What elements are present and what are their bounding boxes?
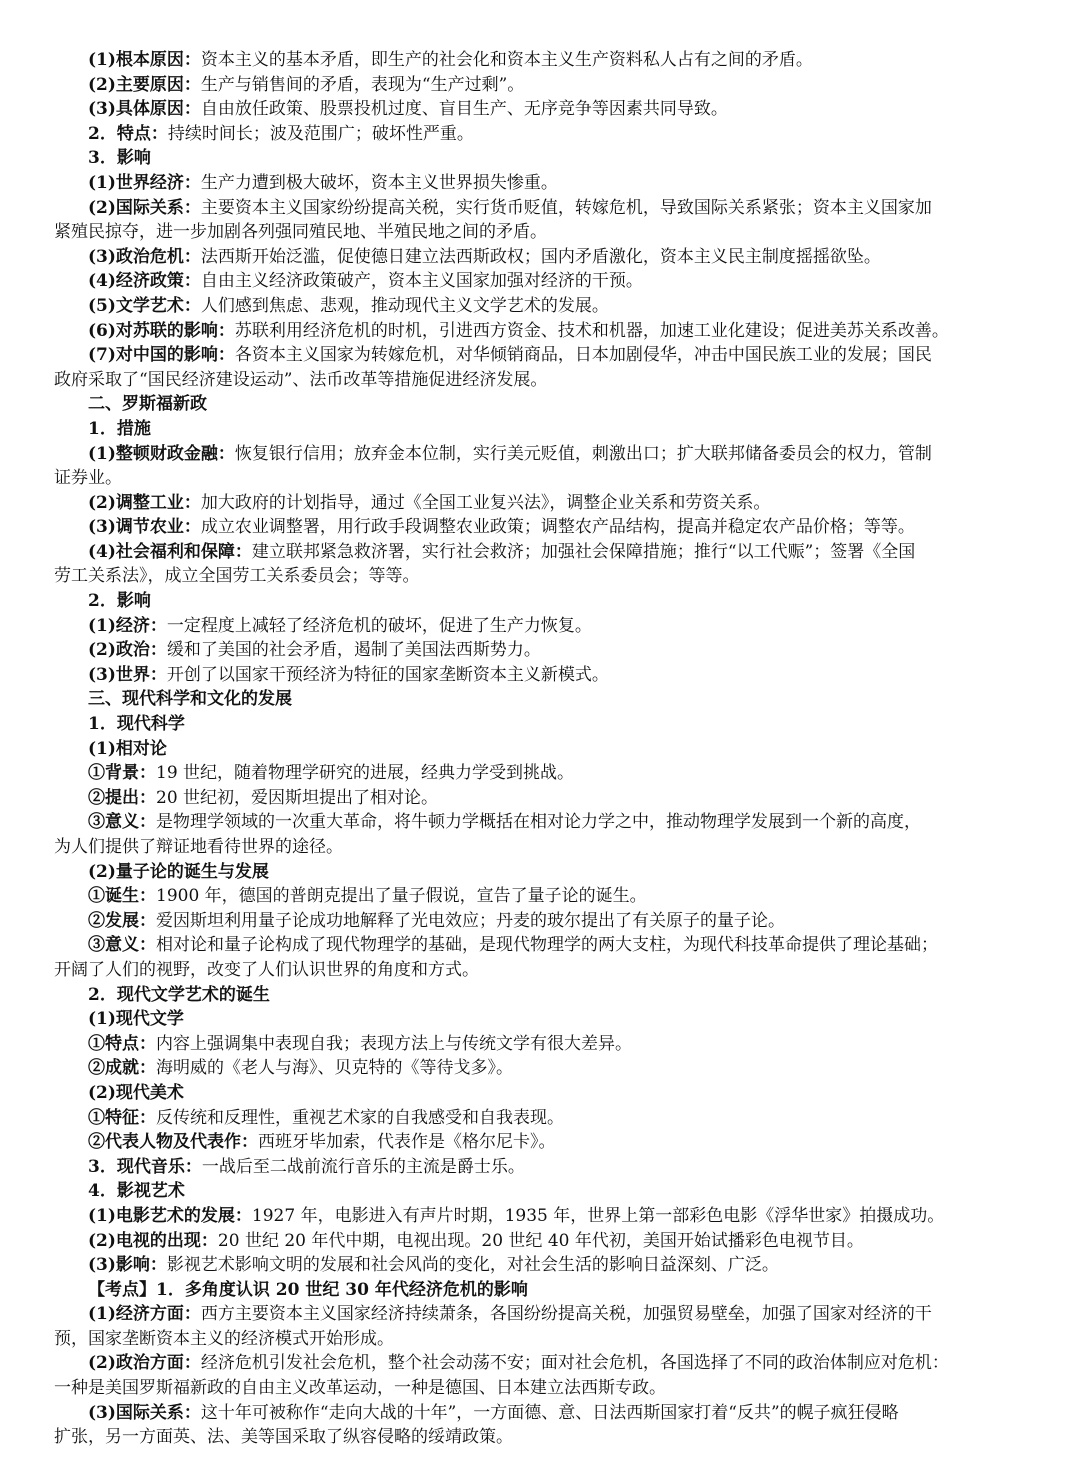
line-label: (3)世界： — [88, 664, 167, 685]
text-line — [54, 1376, 1030, 1401]
text-line — [54, 466, 1030, 491]
text-line — [54, 860, 1030, 885]
line-label: 二、罗斯福新政 — [88, 394, 207, 415]
line-label: ①诞生： — [88, 886, 156, 907]
text-line — [54, 540, 1030, 565]
line-text: 西班牙毕加索，代表作是《格尔尼卡》。 — [258, 1132, 556, 1153]
text-line — [54, 220, 1030, 245]
text-line — [54, 663, 1030, 688]
line-label: (2)政治方面： — [88, 1353, 201, 1374]
line-text: 扩张，另一方面英、法、美等国采取了纵容侵略的绥靖政策。 — [54, 1427, 513, 1448]
line-text: 一战后至二战前流行音乐的主流是爵士乐。 — [201, 1156, 525, 1177]
line-label: 2．现代文学艺术的诞生 — [88, 984, 270, 1005]
line-text: 一定程度上减轻了经济危机的破坏，促进了生产力恢复。 — [166, 615, 592, 636]
line-label: 2．影响 — [88, 591, 151, 612]
line-label: (2)政治： — [88, 640, 167, 661]
line-text: 生产与销售间的矛盾，表现为“生产过剩”。 — [200, 74, 525, 95]
text-line — [54, 343, 1030, 368]
text-line — [54, 1032, 1030, 1057]
line-label: 3．现代音乐： — [88, 1156, 202, 1177]
text-line — [54, 1351, 1030, 1376]
text-line — [54, 417, 1030, 442]
line-text: 自由主义经济政策破产，资本主义国家加强对经济的干预。 — [200, 271, 643, 292]
text-line — [54, 491, 1030, 516]
line-text: 自由放任政策、股票投机过度、盲目生产、无序竞争等因素共同导致。 — [200, 99, 728, 120]
line-label: 1．措施 — [88, 418, 151, 439]
line-label: (3)具体原因： — [88, 99, 201, 120]
text-line — [54, 1278, 1030, 1303]
line-label: (2)现代美术 — [88, 1082, 184, 1103]
line-text: 成立农业调整署，用行政手段调整农业政策；调整农产品结构，提高并稳定农产品价格；等等。 — [200, 517, 915, 538]
line-label: (1)经济： — [88, 615, 167, 636]
text-line — [54, 1007, 1030, 1032]
line-label: (1)现代文学 — [88, 1009, 184, 1030]
line-label: 三、现代科学和文化的发展 — [88, 689, 292, 710]
text-line — [54, 368, 1030, 393]
line-label: ①背景： — [88, 763, 156, 784]
line-label: (1)世界经济： — [88, 172, 201, 193]
line-label: (3)调节农业： — [88, 517, 201, 538]
line-text: 这十年可被称作“走向大战的十年”，一方面德、意、日法西斯国家打着“反共”的幌子疯狂侵略 — [200, 1402, 899, 1423]
line-text: 为人们提供了辩证地看待世界的途径。 — [54, 837, 343, 857]
line-label: 3．影响 — [88, 148, 151, 169]
line-text: 开阔了人们的视野，改变了人们认识世界的角度和方式。 — [54, 959, 479, 980]
line-text: 主要资本主义国家纷纷提高关税，实行货币贬值，转嫁危机，导致国际关系紧张；资本主义国家加 — [200, 197, 932, 218]
line-text: 法西斯开始泛滥，促使德日建立法西斯政权；国内矛盾激化，资本主义民主制度摇摇欲坠。 — [200, 246, 881, 267]
line-label: (1)相对论 — [88, 738, 167, 759]
line-text: 内容上强调集中表现自我；表现方法上与传统文学有很大差异。 — [156, 1033, 632, 1054]
line-text: 1927 年，电影进入有声片时期，1935 年，世界上第一部彩色电影《浮华世家》拍摄成功。 — [251, 1205, 945, 1226]
line-label: ③意义： — [88, 935, 156, 956]
line-text: 一种是美国罗斯福新政的自由主义改革运动，一种是德国、日本建立法西斯专政。 — [54, 1378, 666, 1399]
line-text: 开创了以国家干预经济为特征的国家垄断资本主义新模式。 — [166, 664, 609, 685]
text-line — [54, 97, 1030, 122]
line-text: 政府采取了“国民经济建设运动”、法币改革等措施促进经济发展。 — [54, 369, 548, 390]
text-line — [54, 294, 1030, 319]
text-line — [54, 909, 1030, 934]
line-label: (2)国际关系： — [88, 197, 201, 218]
text-line — [54, 392, 1030, 417]
text-line — [54, 589, 1030, 614]
text-line — [54, 1155, 1030, 1180]
text-line — [54, 687, 1030, 712]
text-line — [54, 319, 1030, 344]
line-text: 20 世纪 20 年代中期，电视出现。20 世纪 40 年代初，美国开始试播彩色电视节目。 — [217, 1230, 864, 1251]
line-label: ②代表人物及代表作： — [88, 1132, 258, 1153]
text-line — [54, 810, 1030, 835]
line-text: 苏联利用经济危机的时机，引进西方资金、技术和机器，加速工业化建设；促进美苏关系改善。 — [234, 320, 949, 341]
text-line — [54, 1130, 1030, 1155]
line-text: 建立联邦紧急救济署，实行社会救济；加强社会保障措施；推行“以工代赈”；签署《全国 — [251, 541, 916, 562]
line-label: (2)量子论的诞生与发展 — [88, 861, 269, 882]
text-line — [54, 712, 1030, 737]
text-line — [54, 171, 1030, 196]
text-line — [54, 442, 1030, 467]
text-line — [54, 1302, 1030, 1327]
line-text: 爱因斯坦利用量子论成功地解释了光电效应；丹麦的玻尔提出了有关原子的量子论。 — [156, 910, 785, 931]
text-line — [54, 1229, 1030, 1254]
text-line — [54, 958, 1030, 983]
line-label: (2)主要原因： — [88, 74, 201, 95]
line-text: 紧殖民掠夺，进一步加剧各列强同殖民地、半殖民地之间的矛盾。 — [54, 222, 547, 243]
line-label: (3)影响： — [88, 1255, 167, 1276]
text-line — [54, 515, 1030, 540]
line-label: 4．影视艺术 — [88, 1181, 185, 1202]
line-text: 相对论和量子论构成了现代物理学的基础，是现代物理学的两大支柱，为现代科技革命提供了理论基础； — [156, 935, 938, 956]
text-line — [54, 48, 1030, 73]
line-label: 2．特点： — [88, 123, 168, 144]
line-text: 缓和了美国的社会矛盾，遏制了美国法西斯势力。 — [166, 640, 541, 661]
line-label: ③意义： — [88, 812, 156, 833]
text-line — [54, 737, 1030, 762]
line-text: 证券业。 — [54, 468, 122, 489]
document-page — [54, 48, 1030, 1450]
line-label: (6)对苏联的影响： — [88, 320, 235, 341]
line-text: 恢复银行信用；放弃金本位制，实行美元贬值，刺激出口；扩大联邦储备委员会的权力，管制 — [234, 443, 932, 464]
text-line — [54, 835, 1030, 860]
text-line — [54, 73, 1030, 98]
text-line — [54, 245, 1030, 270]
line-label: (1)电影艺术的发展： — [88, 1205, 252, 1226]
line-label: 1．现代科学 — [88, 714, 185, 735]
line-text: 持续时间长；波及范围广；破坏性严重。 — [167, 123, 474, 144]
text-line — [54, 1081, 1030, 1106]
line-label: ②成就： — [88, 1058, 156, 1079]
line-text: 反传统和反理性，重视艺术家的自我感受和自我表现。 — [156, 1107, 564, 1128]
line-text: 1900 年，德国的普朗克提出了量子假说，宣告了量子论的诞生。 — [156, 886, 647, 907]
line-label: (2)调整工业： — [88, 492, 201, 513]
line-text: 经济危机引发社会危机，整个社会动荡不安；面对社会危机，各国选择了不同的政治体制应对危机： — [200, 1353, 949, 1374]
text-line — [54, 1106, 1030, 1131]
line-text: 20 世纪初，爱因斯坦提出了相对论。 — [156, 787, 439, 808]
text-line — [54, 638, 1030, 663]
text-line — [54, 1425, 1030, 1450]
line-label: (1)根本原因： — [88, 50, 201, 70]
text-line — [54, 1253, 1030, 1278]
line-text: 预，国家垄断资本主义的经济模式开始形成。 — [54, 1328, 394, 1349]
line-label: (1)经济方面： — [88, 1304, 201, 1325]
text-line — [54, 884, 1030, 909]
line-label: (7)对中国的影响： — [88, 345, 235, 366]
line-label: 【考点】1．多角度认识 20 世纪 30 年代经济危机的影响 — [88, 1279, 528, 1300]
text-line — [54, 614, 1030, 639]
text-line — [54, 146, 1030, 171]
line-text: 人们感到焦虑、悲观，推动现代主义文学艺术的发展。 — [200, 295, 609, 316]
line-label: (3)政治危机： — [88, 246, 201, 267]
line-text: 是物理学领域的一次重大革命，将牛顿力学概括在相对论力学之中，推动物理学发展到一个新的高度， — [156, 812, 921, 833]
line-text: 19 世纪，随着物理学研究的进展，经典力学受到挑战。 — [156, 763, 575, 784]
text-line — [54, 122, 1030, 147]
line-text: 各资本主义国家为转嫁危机，对华倾销商品，日本加剧侵华，冲击中国民族工业的发展；国民 — [234, 345, 932, 366]
line-label: (5)文学艺术： — [88, 295, 201, 316]
line-label: (4)经济政策： — [88, 271, 201, 292]
line-label: ①特征： — [88, 1107, 156, 1128]
text-line — [54, 564, 1030, 589]
line-label: (4)社会福利和保障： — [88, 541, 252, 562]
text-line — [54, 933, 1030, 958]
line-text: 加大政府的计划指导，通过《全国工业复兴法》，调整企业关系和劳资关系。 — [200, 492, 771, 513]
text-line — [54, 269, 1030, 294]
text-line — [54, 1327, 1030, 1352]
line-label: ②提出： — [88, 787, 156, 808]
line-text: 生产力遭到极大破坏，资本主义世界损失惨重。 — [200, 172, 558, 193]
line-label: ②发展： — [88, 910, 156, 931]
text-line — [54, 983, 1030, 1008]
line-label: (3)国际关系： — [88, 1402, 201, 1423]
text-line — [54, 1056, 1030, 1081]
line-text: 海明威的《老人与海》、贝克特的《等待戈多》。 — [156, 1058, 513, 1079]
line-label: (1)整顿财政金融： — [88, 443, 235, 464]
line-text: 西方主要资本主义国家经济持续萧条，各国纷纷提高关税，加强贸易壁垒，加强了国家对经济的干 — [200, 1304, 932, 1325]
line-text: 影视艺术影响文明的发展和社会风尚的变化，对社会生活的影响日益深刻、广泛。 — [166, 1255, 779, 1276]
line-text: 资本主义的基本矛盾，即生产的社会化和资本主义生产资料私人占有之间的矛盾。 — [200, 50, 813, 70]
line-text: 劳工关系法》，成立全国劳工关系委员会；等等。 — [54, 566, 420, 587]
text-line — [54, 1401, 1030, 1426]
text-line — [54, 1179, 1030, 1204]
line-label: ①特点： — [88, 1033, 156, 1054]
text-line — [54, 1204, 1030, 1229]
text-line — [54, 761, 1030, 786]
text-line — [54, 196, 1030, 221]
text-line — [54, 786, 1030, 811]
line-label: (2)电视的出现： — [88, 1230, 218, 1251]
